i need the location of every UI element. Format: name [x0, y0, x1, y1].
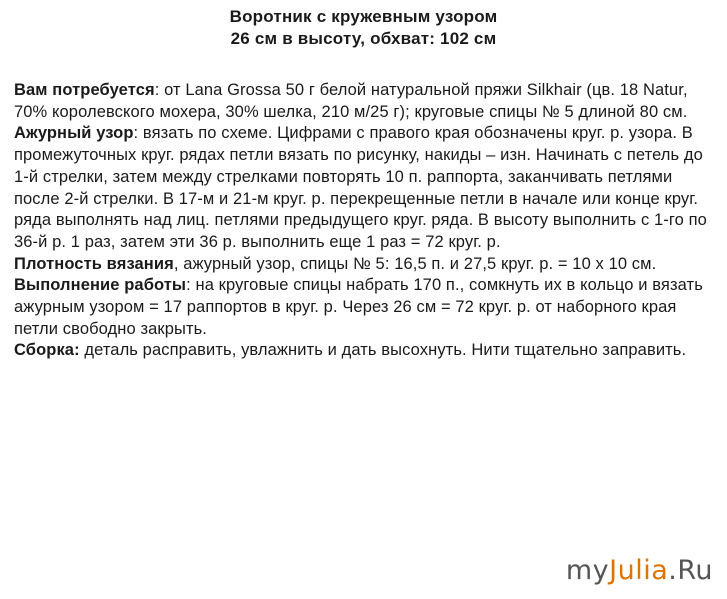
title-line-1: Воротник с кружевным узором	[229, 7, 498, 26]
site-logo	[566, 555, 713, 587]
section-label: Вам потребуется	[14, 81, 155, 99]
section-text: : от Lana Grossa 50 г белой натуральной пряжи Silkhair (цв. 18 Natur, 70% королевского мохера, 30% шелка, 210 м/25 г); круговые спицы № 5 длиной 80 см.	[14, 81, 688, 121]
logo-part-ru: .Ru	[668, 555, 713, 586]
logo-part-julia: Julia	[609, 555, 669, 586]
section-lace-pattern	[14, 123, 714, 253]
section-label: Сборка:	[14, 341, 80, 360]
title-line-2: 26 см в высоту, обхват: 102 см	[230, 29, 497, 48]
section-text: , ажурный узор, спицы № 5: 16,5 п. и 27,5 круг. р. = 10 х 10 см.	[173, 254, 657, 273]
section-text: деталь расправить, увлажнить и дать высохнуть. Нити тщательно заправить.	[79, 341, 687, 360]
instructions-body	[14, 80, 714, 362]
page-title	[0, 6, 727, 50]
section-materials	[14, 80, 714, 123]
section-execution	[14, 275, 714, 340]
section-text: : вязать по схеме. Цифрами с правого края обозначены круг. р. узора. В промежуточных круг. рядах петли вязать по рисунку, накиды – изн. Начинать с петель до 1-й стрелки, затем между стрелками повторять 10 п. раппорта, заканчивать петлями после 2-й стрелки. В 17-м и 21-м круг. р. перекрещенные петли в начале или конце круг. ряда выполнять над лиц. петлями предыдущего круг. ряда. В высоту выполнить с 1-го по 36-й р. 1 раз, затем эти 36 р. выполнить еще 1 раз = 72 круг. р.	[14, 124, 707, 251]
section-label: Плотность вязания	[14, 254, 174, 273]
section-label: Выполнение работы	[14, 276, 187, 295]
section-gauge	[14, 254, 714, 276]
logo-part-my: my	[565, 555, 610, 586]
section-label: Ажурный узор	[14, 124, 134, 143]
section-text: : на круговые спицы набрать 170 п., сомкнуть их в кольцо и вязать ажурным узором = 17 раппортов в круг. р. Через 26 см = 72 круг. р. от наборного края петли свободно закрыть.	[14, 276, 703, 338]
section-assembly	[14, 340, 714, 362]
